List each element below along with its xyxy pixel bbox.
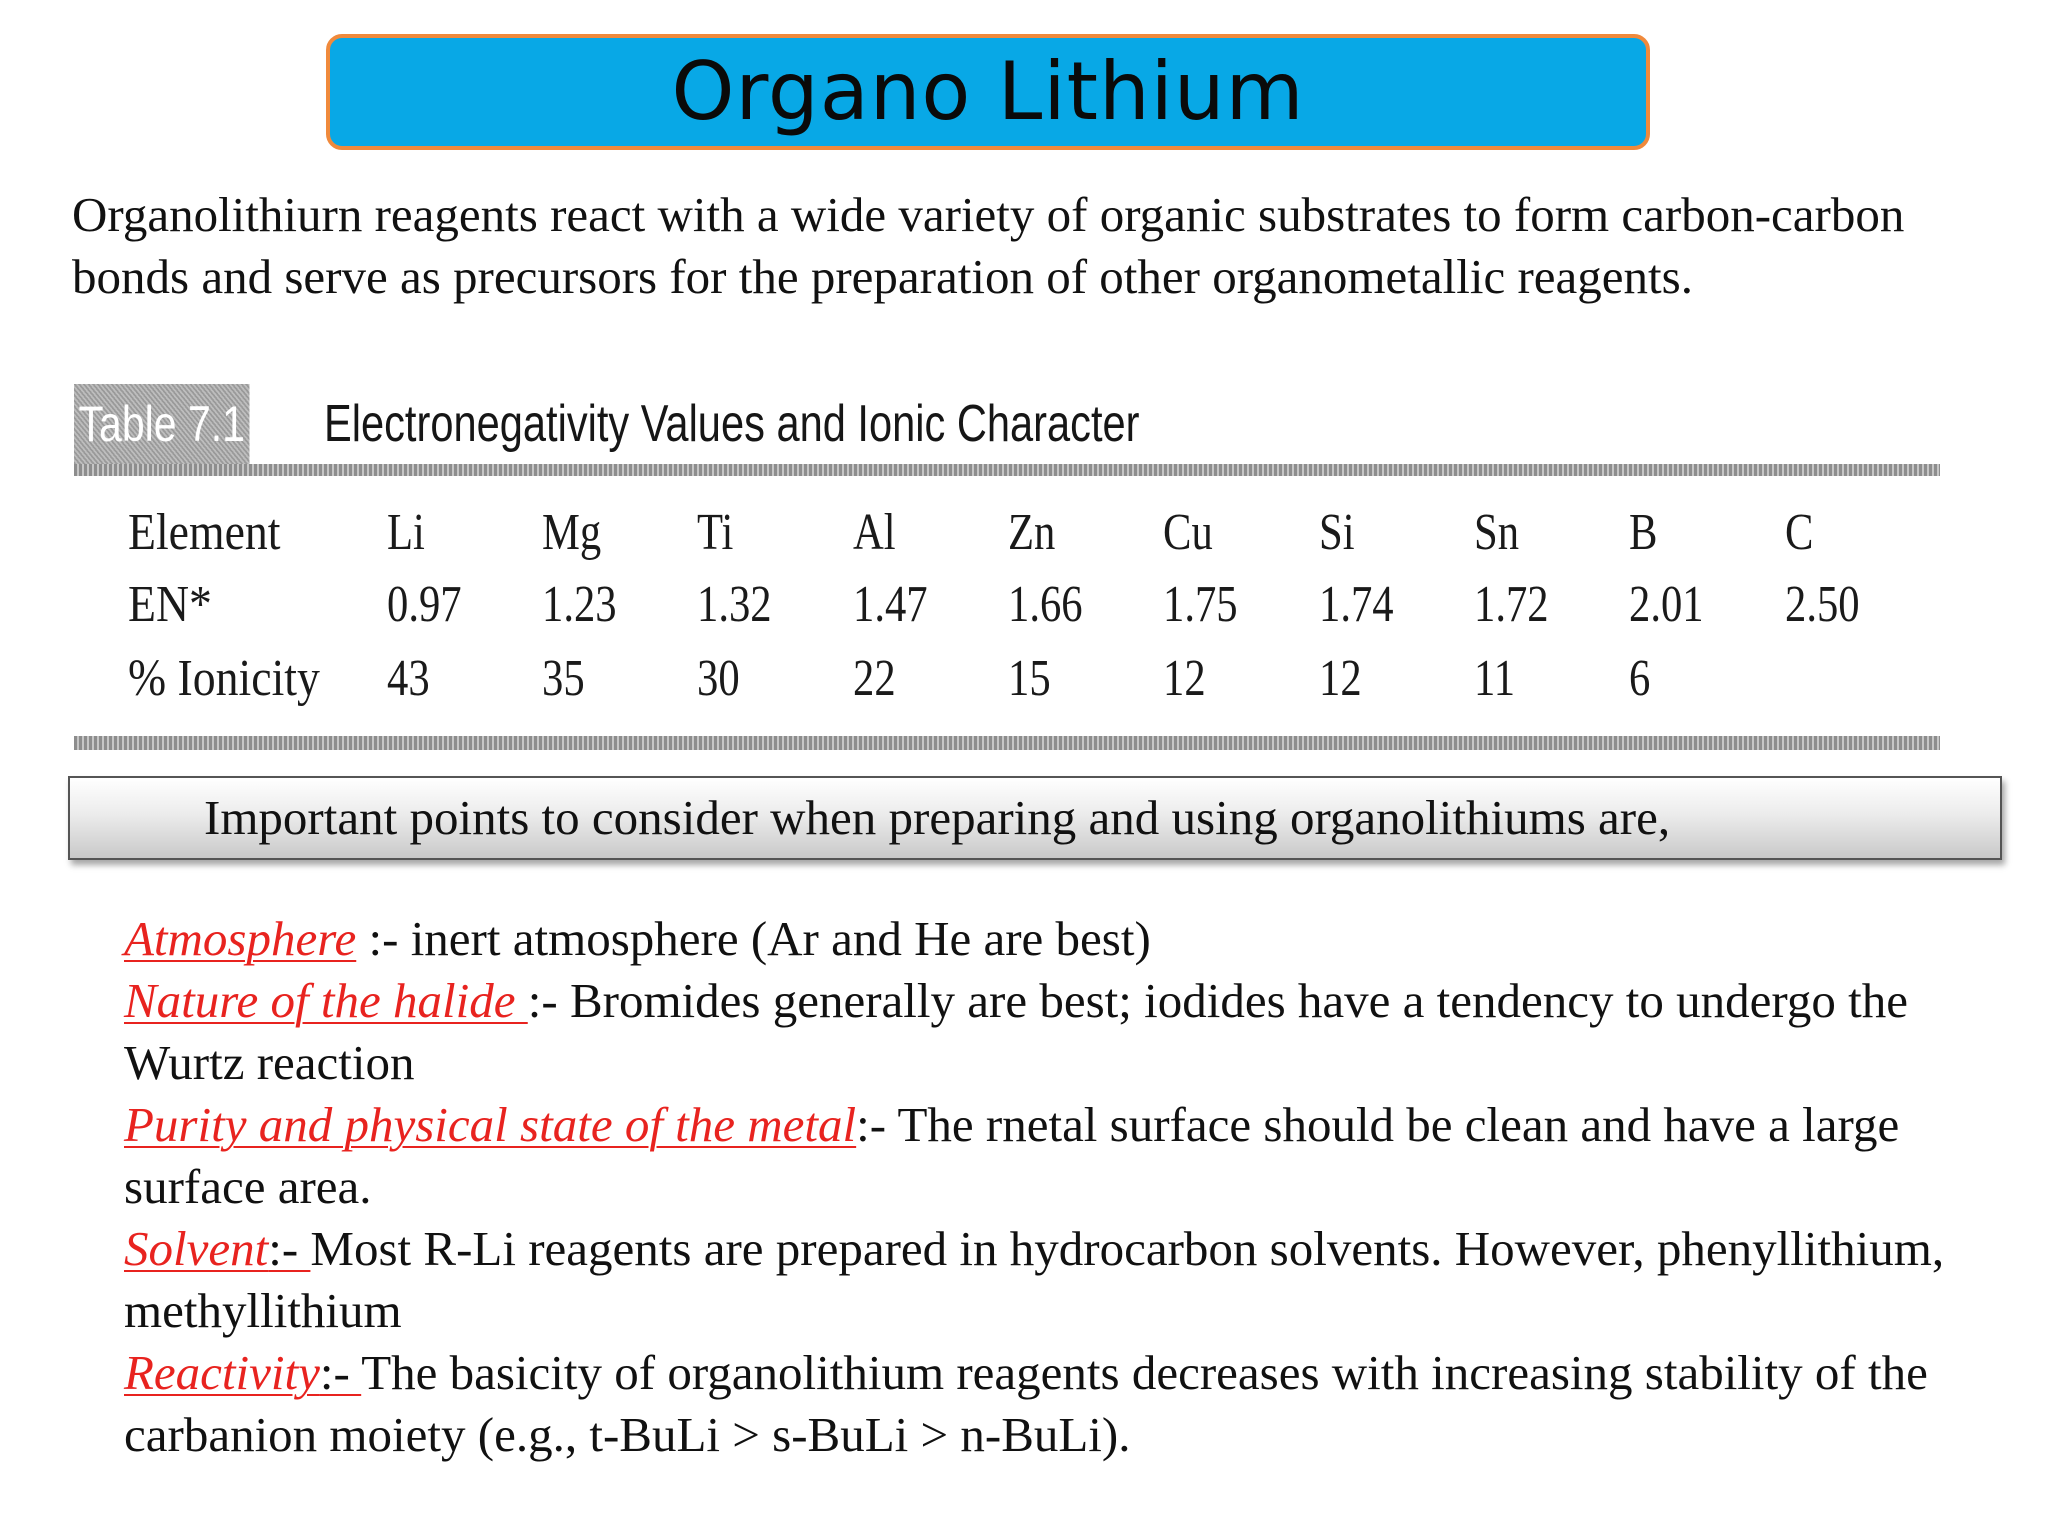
table-cell: 30 bbox=[697, 649, 740, 707]
table-cell: Si bbox=[1318, 503, 1355, 561]
point-separator: :- bbox=[356, 911, 411, 966]
intro-paragraph: Organolithiurn reagents react with a wide variety of organic substrates to form carbon-carbon bonds and serve as precursors for the preparation of other organometallic reagents. bbox=[72, 187, 1905, 304]
table-cell: 1.47 bbox=[852, 575, 928, 633]
table-cell: 1.75 bbox=[1163, 575, 1238, 633]
title-banner bbox=[326, 34, 1650, 150]
list-item bbox=[124, 1094, 2004, 1218]
table-cell: Ti bbox=[697, 503, 734, 561]
table-cell: 43 bbox=[386, 649, 430, 707]
point-text: Most R-Li reagents are prepared in hydrocarbon solvents. However, phenyllithium, methyllithium bbox=[124, 1221, 1945, 1338]
point-term: Nature of the halide bbox=[124, 973, 528, 1028]
table-number-label: Table 7.1 bbox=[74, 384, 249, 464]
point-text: The basicity of organolithium reagents decreases with increasing stability of the carbanion moiety (e.g., t-BuLi > s-BuLi > n-BuLi). bbox=[124, 1345, 1928, 1462]
electronegativity-table bbox=[74, 384, 1940, 754]
list-item bbox=[124, 1342, 2004, 1466]
table-cell: 0.97 bbox=[386, 575, 462, 633]
slide-title: Organo Lithium bbox=[671, 45, 1305, 138]
table-cell: 1.32 bbox=[697, 575, 772, 633]
table-cell: 2.50 bbox=[1784, 575, 1860, 633]
table-cell: 12 bbox=[1318, 649, 1362, 707]
points-heading-bar: Important points to consider when preparing and using organolithiums are, bbox=[68, 776, 2002, 860]
points-list bbox=[124, 908, 2004, 1466]
table-cell: Al bbox=[852, 503, 896, 561]
table-cell: Mg bbox=[541, 503, 602, 561]
point-term: Atmosphere bbox=[124, 911, 357, 966]
table-cell: 15 bbox=[1007, 649, 1051, 707]
table-cell: Cu bbox=[1163, 503, 1214, 561]
row-header: % Ionicity bbox=[128, 649, 320, 707]
table-caption: Electronegativity Values and Ionic Character bbox=[324, 395, 1140, 453]
point-separator: :- bbox=[527, 973, 570, 1028]
table-cell: 1.23 bbox=[541, 575, 617, 633]
table-row-ionicity bbox=[128, 642, 1940, 714]
table-row-en bbox=[128, 568, 1940, 640]
list-item bbox=[124, 908, 2004, 970]
table-cell: 1.66 bbox=[1007, 575, 1083, 633]
row-header: Element bbox=[128, 503, 281, 561]
table-cell: 35 bbox=[541, 649, 585, 707]
point-separator: :- bbox=[856, 1097, 898, 1152]
point-separator: :- bbox=[268, 1221, 311, 1276]
point-text: The rnetal surface should be clean and have a large surface area. bbox=[124, 1097, 1900, 1214]
table-cell: B bbox=[1629, 503, 1658, 561]
table-cell: Sn bbox=[1473, 503, 1520, 561]
table-cell: C bbox=[1784, 503, 1814, 561]
point-term: Solvent bbox=[124, 1221, 269, 1276]
point-text: Bromides generally are best; iodides have a tendency to undergo the Wurtz reaction bbox=[124, 973, 1908, 1090]
table-cell: 22 bbox=[852, 649, 896, 707]
table-cell: Li bbox=[386, 503, 425, 561]
table-cell: 12 bbox=[1163, 649, 1206, 707]
table-bottom-rule bbox=[74, 736, 1940, 750]
table-row-element bbox=[128, 496, 1940, 568]
table-cell: 2.01 bbox=[1629, 575, 1704, 633]
point-text: inert atmosphere (Ar and He are best) bbox=[410, 911, 1151, 966]
table-cell: 6 bbox=[1629, 649, 1651, 707]
row-header: EN* bbox=[128, 575, 212, 633]
table-cell: 1.74 bbox=[1318, 575, 1394, 633]
point-separator: :- bbox=[319, 1345, 362, 1400]
table-cell: Zn bbox=[1007, 503, 1056, 561]
list-item bbox=[124, 970, 2004, 1094]
list-item bbox=[124, 1218, 2004, 1342]
point-term: Purity and physical state of the metal bbox=[124, 1097, 857, 1152]
table-cell: 11 bbox=[1473, 649, 1516, 707]
table-top-rule bbox=[74, 464, 1940, 476]
table-cell: 1.72 bbox=[1473, 575, 1549, 633]
point-term: Reactivity bbox=[124, 1345, 320, 1400]
